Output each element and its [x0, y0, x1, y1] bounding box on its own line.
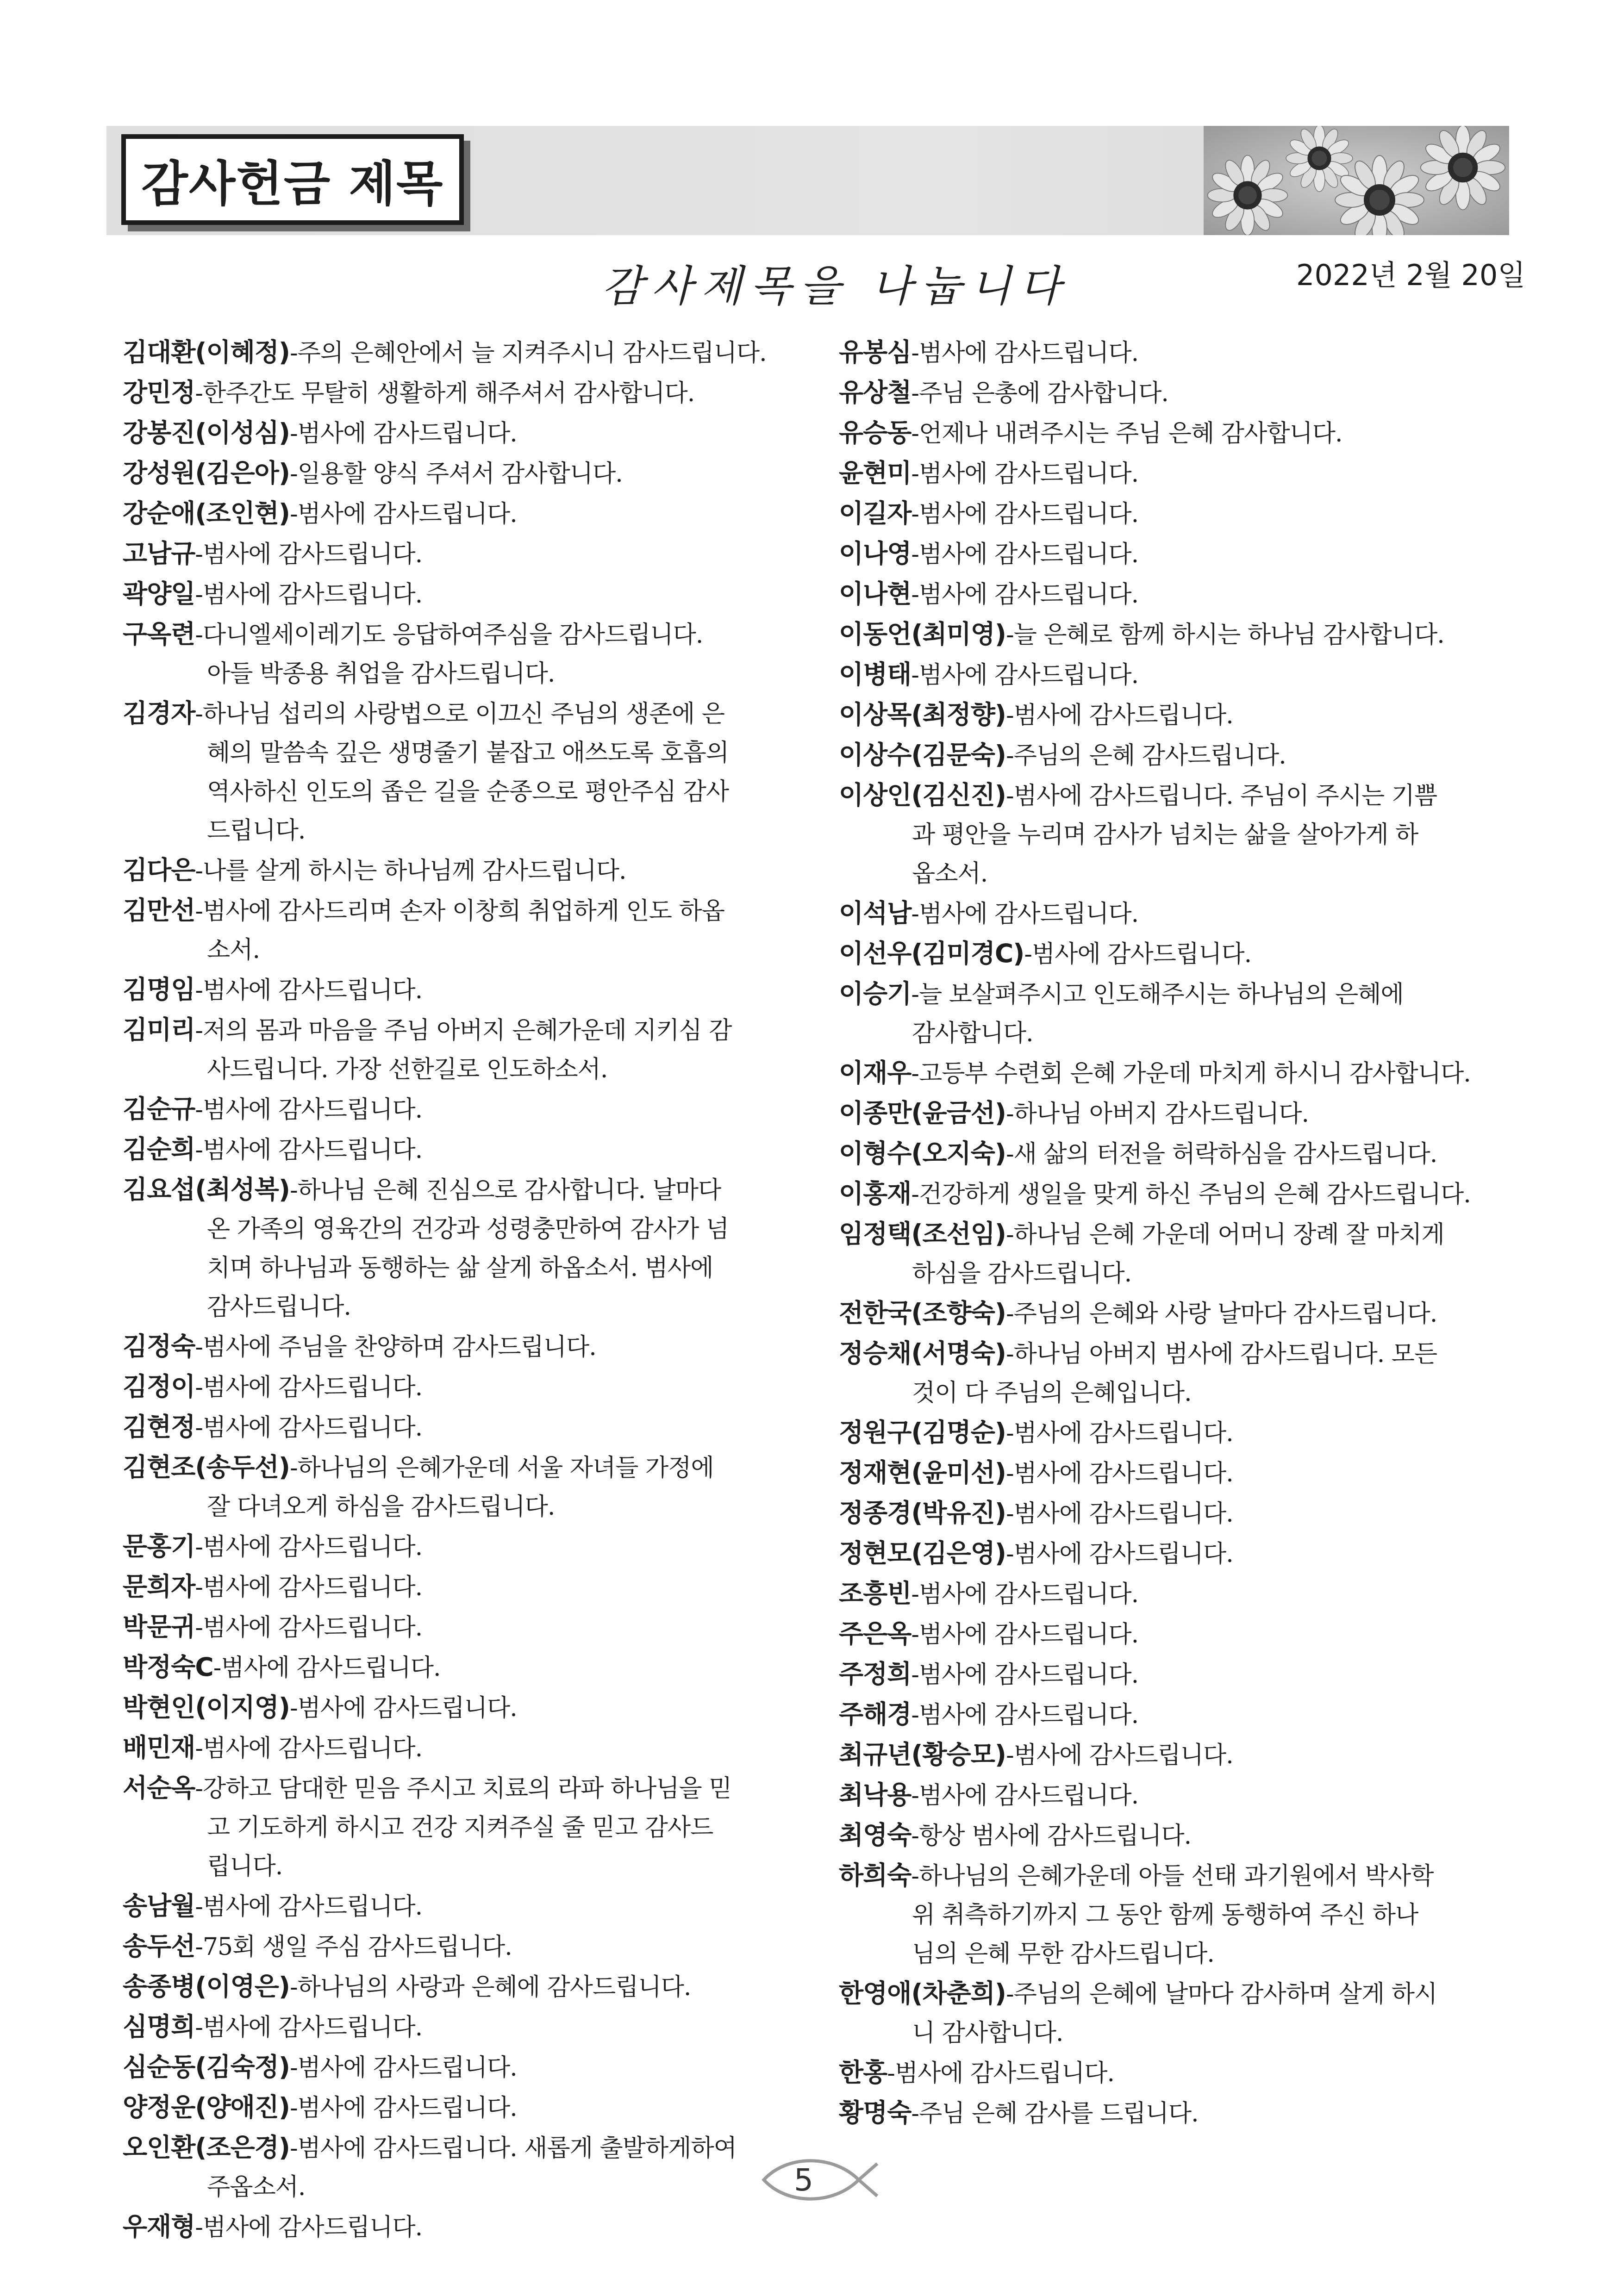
- offering-entry: [839, 1694, 1524, 1735]
- donor-name: 유봉심: [839, 337, 912, 367]
- thanks-message: -범사에 감사드립니다.: [911, 1661, 1139, 1689]
- thanks-message: -늘 은혜로 함께 하시는 하나님 감사합니다.: [1006, 621, 1444, 649]
- donor-name: 송남월: [123, 1891, 195, 1921]
- thanks-message: -범사에 감사드립니다.: [911, 339, 1139, 367]
- offering-entry: [123, 850, 817, 890]
- donor-name: 이선우(김미경C): [839, 939, 1024, 968]
- thanks-message: -범사에 감사드리며 손자 이창희 취업하게 인도 하옵: [195, 897, 725, 925]
- thanks-message: -항상 범사에 감사드립니다.: [911, 1822, 1192, 1850]
- offering-entry: [839, 695, 1524, 735]
- donor-name: 이홍재: [839, 1179, 912, 1208]
- thanks-message-continued: 주옵소서.: [207, 2173, 306, 2201]
- donor-name: 이상수(김문숙): [839, 740, 1006, 770]
- donor-name: 유승동: [839, 418, 912, 448]
- thanks-message: -주의 은혜안에서 늘 지켜주시니 감사드립니다.: [290, 339, 767, 367]
- thanks-message: -범사에 감사드립니다.: [195, 1096, 423, 1124]
- offering-entry: [123, 970, 817, 1010]
- thanks-message: -범사에 감사드립니다.: [195, 1893, 423, 1921]
- offering-entry: [839, 654, 1524, 695]
- donor-name: 심명희: [123, 2012, 195, 2041]
- fish-icon: [755, 2152, 884, 2208]
- donor-name: 윤현미: [839, 458, 912, 488]
- offering-entry: [123, 1728, 817, 1768]
- thanks-message: -하나님의 사랑과 은혜에 감사드립니다.: [290, 1973, 691, 2001]
- offering-entry: [123, 1367, 817, 1407]
- donor-name: 정승채(서명숙): [839, 1338, 1006, 1368]
- thanks-message: -범사에 감사드립니다.: [195, 541, 423, 568]
- offering-entry: [839, 1053, 1524, 1093]
- donor-name: 양정운(양애진): [123, 2092, 290, 2122]
- donor-name: 김만선: [123, 896, 195, 925]
- offering-entry: [123, 1010, 817, 1089]
- offering-entry: [123, 332, 817, 373]
- thanks-message: -범사에 감사드립니다.: [195, 1614, 423, 1642]
- donor-name: 김현정: [123, 1412, 195, 1442]
- donor-name: 심순동(김숙정): [123, 2052, 290, 2082]
- donor-name: 강성원(김은아): [123, 458, 290, 488]
- thanks-message: -75회 생일 주심 감사드립니다.: [195, 1933, 512, 1961]
- thanks-message: -범사에 감사드립니다.: [195, 2014, 423, 2041]
- thanks-message-continued: 역사하신 인도의 좁은 길을 순종으로 평안주심 감사: [207, 778, 729, 806]
- donor-name: 이병태: [839, 660, 912, 689]
- donor-name: 서순옥: [123, 1773, 195, 1803]
- offering-entry: [839, 1735, 1524, 1775]
- donor-name: 문희자: [123, 1572, 195, 1601]
- thanks-message: -범사에 감사드립니다.: [911, 460, 1139, 488]
- offering-entry: [123, 534, 817, 574]
- offering-entry: [839, 2093, 1524, 2133]
- thanks-message: -일용할 양식 주셔서 감사합니다.: [290, 460, 623, 488]
- thanks-message: -범사에 감사드립니다.: [195, 977, 423, 1004]
- donor-name: 전한국(조향숙): [839, 1298, 1006, 1328]
- offering-entry: [839, 1574, 1524, 1614]
- thanks-message: -언제나 내려주시는 주님 은혜 감사합니다.: [911, 420, 1342, 448]
- thanks-message: -주님 은총에 감사합니다.: [911, 380, 1168, 407]
- offering-entry: [123, 1526, 817, 1567]
- thanks-message: -주님 은혜 감사를 드립니다.: [911, 2100, 1199, 2128]
- offering-entry: [839, 1293, 1524, 1333]
- donor-name: 강순애(조인현): [123, 498, 290, 528]
- offering-entry: [839, 453, 1524, 493]
- donor-name: 주해경: [839, 1699, 912, 1729]
- thanks-message: -범사에 감사드립니다.: [195, 2214, 423, 2241]
- thanks-message-continued: 감사드립니다.: [207, 1293, 351, 1321]
- thanks-message-continued: 위 취측하기까지 그 동안 함께 동행하여 주신 하나: [912, 1901, 1418, 1929]
- offering-entry: [123, 493, 817, 534]
- offering-entry: [839, 373, 1524, 413]
- offering-entry: [123, 1567, 817, 1607]
- offering-entry: [839, 1654, 1524, 1694]
- donor-name: 고남규: [123, 539, 195, 568]
- donor-name: 황명숙: [839, 2098, 912, 2128]
- offering-entry: [839, 933, 1524, 974]
- thanks-message: -범사에 감사드립니다.: [887, 2060, 1114, 2087]
- subtitle: 감사제목을 나눕니다: [602, 261, 1069, 311]
- donor-name: 김정숙: [123, 1332, 195, 1361]
- donor-name: 김정이: [123, 1372, 195, 1401]
- donor-name: 박문귀: [123, 1612, 195, 1642]
- thanks-message: -범사에 감사드립니다. 새롭게 출발하게하여: [290, 2134, 737, 2162]
- offering-entry: [839, 1815, 1524, 1855]
- offering-entry: [839, 413, 1524, 453]
- offering-entry: [839, 614, 1524, 654]
- thanks-message: -범사에 감사드립니다.: [911, 541, 1139, 568]
- offering-entry: [839, 1333, 1524, 1412]
- thanks-message: -범사에 감사드립니다.: [1006, 1540, 1233, 1568]
- donor-name: 송종병(이영은): [123, 1972, 290, 2001]
- thanks-message: -범사에 감사드립니다.: [911, 581, 1139, 609]
- offering-entry: [123, 2128, 817, 2207]
- right-column: [839, 332, 1524, 2133]
- donor-name: 이석남: [839, 898, 912, 928]
- thanks-message-continued: 혜의 말씀속 깊은 생명줄기 붙잡고 애쓰도록 호흡의: [207, 739, 729, 767]
- donor-name: 하희숙: [839, 1860, 912, 1890]
- donor-name: 정재현(윤미선): [839, 1458, 1006, 1487]
- left-column: [123, 332, 817, 2247]
- offering-entry: [839, 1412, 1524, 1453]
- offering-entry: [839, 2053, 1524, 2093]
- thanks-message-continued: 립니다.: [207, 1853, 283, 1880]
- donor-name: 이상목(최정향): [839, 700, 1006, 729]
- offering-entry: [123, 1926, 817, 1966]
- thanks-message: -범사에 감사드립니다.: [1006, 702, 1233, 729]
- donor-name: 한영애(차춘희): [839, 1979, 1006, 2008]
- offering-entry: [839, 974, 1524, 1053]
- thanks-message: -범사에 감사드립니다.: [195, 1735, 423, 1762]
- thanks-message: -범사에 감사드립니다.: [290, 1694, 517, 1722]
- offering-entry: [123, 1407, 817, 1447]
- offering-entry: [839, 1174, 1524, 1214]
- donor-name: 한홍: [839, 2058, 887, 2087]
- thanks-message-continued: 고 기도하게 하시고 건강 지켜주실 줄 믿고 감사드: [207, 1814, 713, 1842]
- donor-name: 이동언(최미영): [839, 619, 1006, 649]
- thanks-message: -범사에 감사드립니다.: [290, 500, 517, 528]
- thanks-message: -범사에 주님을 찬양하며 감사드립니다.: [195, 1333, 596, 1361]
- offering-entry: [839, 574, 1524, 614]
- thanks-message: -건강하게 생일을 맞게 하신 주님의 은혜 감사드립니다.: [911, 1181, 1471, 1208]
- offering-entry: [123, 574, 817, 614]
- thanks-message: -범사에 감사드립니다. 주님이 주시는 기쁨: [1006, 782, 1437, 810]
- donor-name: 주정희: [839, 1659, 912, 1689]
- offering-entry: [123, 1966, 817, 2007]
- thanks-message: -주님의 은혜 감사드립니다.: [1006, 742, 1286, 770]
- thanks-message: -주님의 은혜에 날마다 감사하며 살게 하시: [1006, 1980, 1437, 2008]
- thanks-message: -한주간도 무탈히 생활하게 해주셔서 감사합니다.: [195, 380, 695, 407]
- offering-entry: [123, 1647, 817, 1687]
- offering-entry: [123, 890, 817, 970]
- thanks-message: -고등부 수련회 은혜 가운데 마치게 하시니 감사합니다.: [911, 1060, 1471, 1088]
- donor-name: 강봉진(이성심): [123, 418, 290, 448]
- offering-entry: [123, 1886, 817, 1926]
- donor-name: 배민재: [123, 1733, 195, 1762]
- page-footer: [755, 2152, 884, 2208]
- offering-entry: [839, 534, 1524, 574]
- thanks-message: -하나님 섭리의 사랑법으로 이끄신 주님의 생존에 은: [195, 700, 725, 728]
- donor-name: 우재형: [123, 2212, 195, 2241]
- offering-entry: [123, 1447, 817, 1526]
- donor-name: 이승기: [839, 979, 912, 1008]
- thanks-message: -범사에 감사드립니다.: [290, 420, 517, 448]
- thanks-message: -하나님 은혜 진심으로 감사합니다. 날마다: [290, 1176, 721, 1204]
- offering-entry: [123, 1170, 817, 1326]
- offering-entry: [839, 735, 1524, 775]
- offering-entry: [123, 1326, 817, 1367]
- thanks-message-continued: 소서.: [207, 936, 260, 964]
- donor-name: 김대환(이혜정): [123, 337, 290, 367]
- offering-entry: [839, 493, 1524, 534]
- thanks-message: -범사에 감사드립니다.: [911, 1580, 1139, 1608]
- thanks-message: -범사에 감사드립니다.: [1006, 1419, 1233, 1447]
- date: 2022년 2월 20일: [1296, 258, 1526, 292]
- offering-entry: [839, 1775, 1524, 1815]
- thanks-message: -범사에 감사드립니다.: [1006, 1500, 1233, 1528]
- thanks-message-continued: 사드립니다. 가장 선한길로 인도하소서.: [207, 1056, 608, 1083]
- offering-entry: [123, 2047, 817, 2087]
- donor-name: 이길자: [839, 498, 912, 528]
- thanks-message-continued: 과 평안을 누리며 감사가 넘치는 삶을 살아가게 하: [912, 821, 1418, 849]
- donor-name: 정현모(김은영): [839, 1538, 1006, 1568]
- donor-name: 이나영: [839, 539, 912, 568]
- page-title: 감사헌금 제목: [121, 134, 464, 225]
- thanks-message-continued: 드립니다.: [207, 817, 306, 845]
- thanks-message: -범사에 감사드립니다.: [195, 1574, 423, 1601]
- donor-name: 강민정: [123, 378, 195, 407]
- thanks-message: -범사에 감사드립니다.: [290, 2094, 517, 2122]
- offering-entry: [123, 413, 817, 453]
- page-number: 5: [794, 2162, 813, 2198]
- offering-entry: [123, 1089, 817, 1129]
- donor-name: 유상철: [839, 378, 912, 407]
- offering-entry: [123, 2207, 817, 2247]
- thanks-message: -범사에 감사드립니다.: [1006, 1742, 1233, 1769]
- thanks-message-continued: 잘 다녀오게 하심을 감사드립니다.: [207, 1493, 555, 1521]
- donor-name: 김미리: [123, 1015, 195, 1045]
- thanks-message: -범사에 감사드립니다.: [290, 2054, 517, 2082]
- thanks-message: -범사에 감사드립니다.: [911, 500, 1139, 528]
- donor-name: 김요섭(최성복): [123, 1175, 290, 1204]
- thanks-message-continued: 감사합니다.: [912, 1020, 1033, 1047]
- donor-name: 주은옥: [839, 1619, 912, 1649]
- thanks-message: -하나님 은혜 가운데 어머니 장례 잘 마치게: [1006, 1221, 1444, 1249]
- thanks-message-continued: 니 감사합니다.: [912, 2019, 1063, 2047]
- donor-name: 이재우: [839, 1058, 912, 1088]
- offering-entry: [123, 373, 817, 413]
- offering-entry: [839, 1493, 1524, 1533]
- offering-entry: [123, 2087, 817, 2128]
- thanks-message: -범사에 감사드립니다.: [195, 581, 423, 609]
- thanks-message: -하나님의 은혜가운데 서울 자녀들 가정에: [290, 1454, 714, 1482]
- donor-name: 김다은: [123, 855, 195, 885]
- donor-name: 김순규: [123, 1094, 195, 1124]
- thanks-message: -주님의 은혜와 사랑 날마다 감사드립니다.: [1006, 1300, 1437, 1328]
- offering-entry: [123, 1687, 817, 1728]
- thanks-message: -범사에 감사드립니다.: [911, 1701, 1139, 1729]
- donor-name: 김순희: [123, 1134, 195, 1164]
- thanks-message: -범사에 감사드립니다.: [195, 1533, 423, 1561]
- donor-name: 박정숙C: [123, 1652, 213, 1682]
- offering-entry: [839, 1855, 1524, 1973]
- thanks-message-continued: 온 가족의 영육간의 건강과 성령충만하여 감사가 넘: [207, 1215, 729, 1243]
- thanks-message: -범사에 감사드립니다.: [213, 1654, 441, 1682]
- thanks-message: -늘 보살펴주시고 인도해주시는 하나님의 은혜에: [911, 981, 1404, 1008]
- thanks-message: -강하고 담대한 믿음 주시고 치료의 라파 하나님을 믿: [195, 1775, 732, 1803]
- donor-name: 이나현: [839, 579, 912, 609]
- donor-name: 이종만(윤금선): [839, 1098, 1006, 1128]
- donor-name: 임정택(조선임): [839, 1219, 1006, 1249]
- donor-name: 문홍기: [123, 1531, 195, 1561]
- donor-name: 김경자: [123, 698, 195, 728]
- thanks-message: -범사에 감사드립니다.: [195, 1136, 423, 1164]
- donor-name: 오인환(조은경): [123, 2133, 290, 2162]
- thanks-message: -저의 몸과 마음을 주님 아버지 은혜가운데 지키심 감: [195, 1017, 732, 1045]
- thanks-message: -범사에 감사드립니다.: [911, 661, 1139, 689]
- thanks-message: -범사에 감사드립니다.: [911, 1782, 1139, 1810]
- thanks-message: -범사에 감사드립니다.: [911, 900, 1139, 928]
- thanks-message: -범사에 감사드립니다.: [195, 1414, 423, 1442]
- thanks-message-continued: 아들 박종용 취업을 감사드립니다.: [207, 660, 555, 688]
- donor-name: 김명임: [123, 975, 195, 1004]
- offering-entry: [839, 1614, 1524, 1654]
- donor-name: 정종경(박유진): [839, 1498, 1006, 1528]
- donor-name: 박현인(이지영): [123, 1692, 290, 1722]
- donor-name: 이형수(오지숙): [839, 1139, 1006, 1168]
- offering-entry: [839, 1093, 1524, 1133]
- offering-entry: [839, 893, 1524, 933]
- sunflower-photo: [1204, 126, 1509, 235]
- thanks-message-continued: 치며 하나님과 동행하는 삶 살게 하옵소서. 범사에: [207, 1254, 713, 1282]
- thanks-message: -다니엘세이레기도 응답하여주심을 감사드립니다.: [195, 621, 703, 649]
- offering-entry: [839, 332, 1524, 373]
- thanks-message: -범사에 감사드립니다.: [195, 1374, 423, 1401]
- offering-entry: [123, 1607, 817, 1647]
- offering-entry: [123, 1129, 817, 1170]
- donor-name: 김현조(송두선): [123, 1452, 290, 1482]
- donor-name: 곽양일: [123, 579, 195, 609]
- donor-name: 최낙용: [839, 1780, 912, 1810]
- thanks-message: -하나님의 은혜가운데 아들 선태 과기원에서 박사학: [911, 1862, 1434, 1890]
- offering-entry: [839, 1214, 1524, 1293]
- offering-entry: [839, 775, 1524, 893]
- thanks-message: -하나님 아버지 범사에 감사드립니다. 모든: [1006, 1340, 1437, 1368]
- donor-name: 송두선: [123, 1931, 195, 1961]
- offering-entry: [123, 453, 817, 493]
- offering-entry: [123, 2007, 817, 2047]
- donor-name: 최영숙: [839, 1820, 912, 1850]
- donor-name: 최규년(황승모): [839, 1740, 1006, 1769]
- thanks-message-continued: 하심을 감사드립니다.: [912, 1260, 1132, 1288]
- donor-name: 조흥빈: [839, 1579, 912, 1608]
- offering-entry: [123, 693, 817, 850]
- offering-entry: [839, 1533, 1524, 1574]
- donor-name: 구옥련: [123, 619, 195, 649]
- donor-name: 정원구(김명순): [839, 1418, 1006, 1447]
- thanks-message: -하나님 아버지 감사드립니다.: [1006, 1100, 1309, 1128]
- offering-entry: [123, 1768, 817, 1886]
- thanks-message-continued: 옵소서.: [912, 860, 988, 888]
- thanks-message: -나를 살게 하시는 하나님께 감사드립니다.: [195, 857, 626, 885]
- offering-entry: [839, 1973, 1524, 2053]
- thanks-message: -범사에 감사드립니다.: [1006, 1460, 1233, 1487]
- offering-entry: [839, 1133, 1524, 1174]
- thanks-message-continued: 님의 은혜 무한 감사드립니다.: [912, 1940, 1214, 1968]
- offering-entry: [839, 1453, 1524, 1493]
- thanks-message: -새 삶의 터전을 허락하심을 감사드립니다.: [1006, 1140, 1437, 1168]
- thanks-message: -범사에 감사드립니다.: [1024, 940, 1252, 968]
- thanks-message: -범사에 감사드립니다.: [911, 1621, 1139, 1649]
- donor-name: 이상인(김신진): [839, 780, 1006, 810]
- offering-entry: [123, 614, 817, 693]
- thanks-message-continued: 것이 다 주님의 은혜입니다.: [912, 1379, 1192, 1407]
